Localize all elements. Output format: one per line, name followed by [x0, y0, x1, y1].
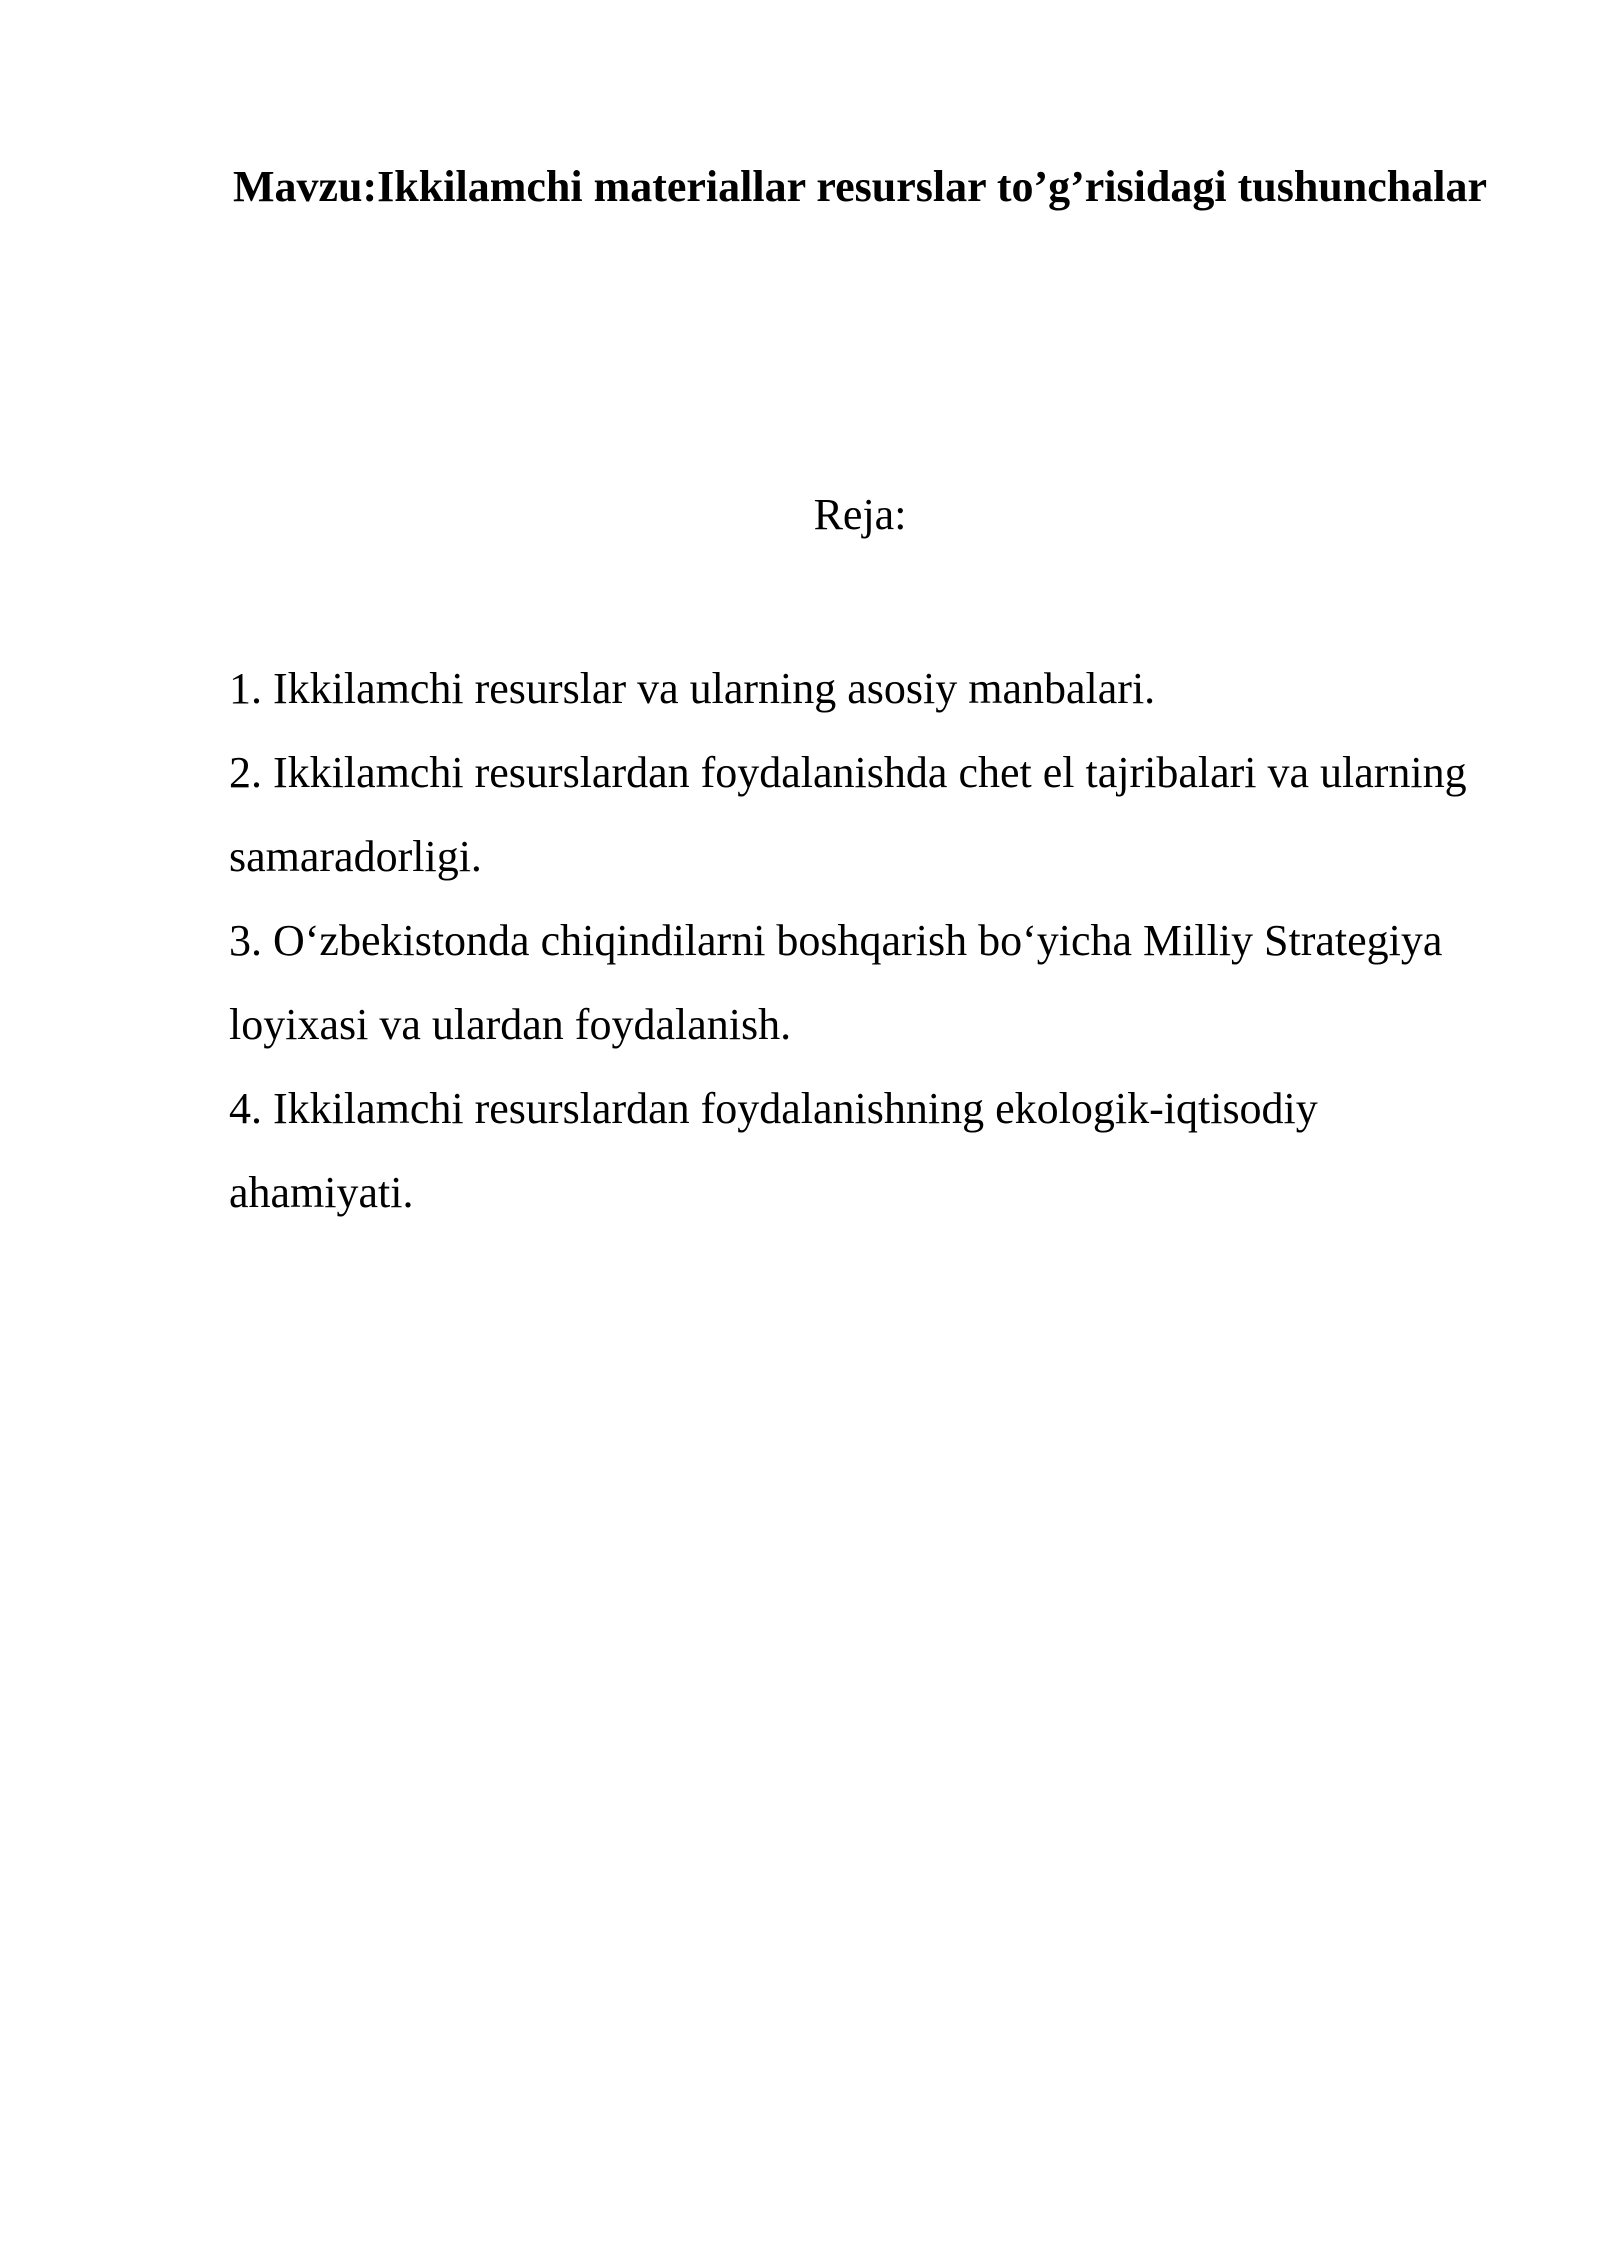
- plan-item-4: 4. Ikkilamchi resurslardan foydalanishning ekologik-iqtisodiy ahamiyati.: [229, 1084, 1318, 1217]
- plan-list: [229, 647, 1499, 1235]
- plan-item-3: 3. O‘zbekistonda chiqindilarni boshqarish bo‘yicha Milliy Strategiya loyixasi va ulardan foydalanish.: [229, 916, 1443, 1049]
- plan-item-1: 1. Ikkilamchi resurslar va ularning asosiy manbalari.: [229, 664, 1156, 713]
- plan-heading: Reja:: [813, 490, 907, 539]
- plan-item-2: 2. Ikkilamchi resurslardan foydalanishda chet el tajribalari va ularning samaradorligi.: [229, 748, 1467, 881]
- document-title: Mavzu:Ikkilamchi materiallar resurslar to’g’risidagi tushunchalar: [233, 162, 1487, 211]
